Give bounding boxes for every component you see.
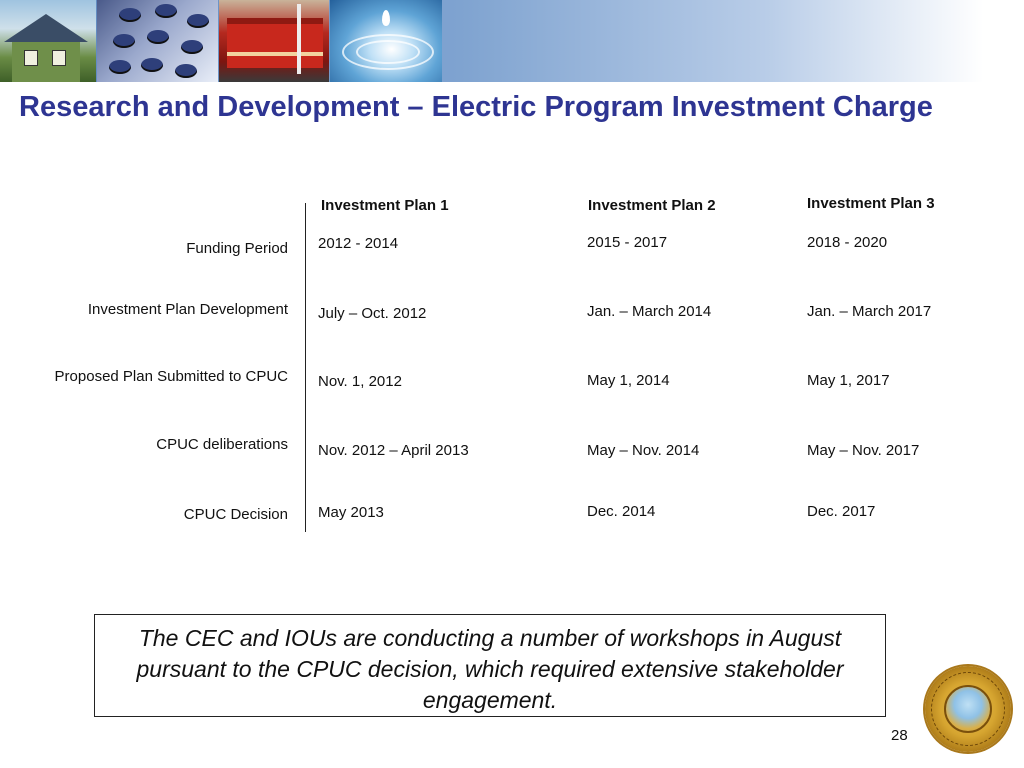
water-drop-photo [330, 0, 442, 82]
table-cell: 2015 - 2017 [587, 234, 668, 251]
keypad-key [109, 60, 131, 74]
house-window [52, 50, 66, 66]
table-cell: May 1, 2014 [587, 372, 670, 389]
row-label-plan-submitted: Proposed Plan Submitted to CPUC [54, 368, 288, 385]
keypad-key [175, 64, 197, 78]
keypad-key [119, 8, 141, 22]
keypad-key [181, 40, 203, 54]
water-drop-shape [382, 10, 390, 26]
slide-title: Research and Development – Electric Program Investment Charge [19, 91, 933, 123]
crossing-signal-shape [297, 4, 301, 74]
table-cell: Nov. 1, 2012 [318, 373, 402, 390]
table-cell: 2012 - 2014 [318, 235, 399, 252]
keypad-key [155, 4, 177, 18]
table-cell: May 1, 2017 [807, 372, 890, 389]
column-header-plan-2: Investment Plan 2 [588, 197, 716, 214]
train-stripe-shape [227, 52, 323, 56]
table-cell: May 2013 [318, 504, 384, 521]
keypad-key [113, 34, 135, 48]
cpuc-seal-logo [925, 666, 1011, 752]
row-label-funding-period: Funding Period [186, 240, 288, 257]
table-cell: 2018 - 2020 [807, 234, 888, 251]
table-cell: Jan. – March 2017 [807, 303, 932, 320]
row-label-decision: CPUC Decision [183, 506, 288, 523]
roof-shape [4, 14, 88, 42]
callout-box: The CEC and IOUs are conducting a number of workshops in August pursuant to the CPUC decision, which required extensive stakeholder engagement. [94, 614, 886, 717]
keypad-key [147, 30, 169, 44]
page-number: 28 [891, 727, 908, 744]
row-label-deliberations: CPUC deliberations [156, 436, 288, 453]
solar-house-photo [0, 0, 96, 82]
keypad-photo [97, 0, 218, 82]
train-body-shape [227, 18, 323, 68]
table-divider [305, 203, 306, 532]
table-cell: May – Nov. 2014 [587, 442, 700, 459]
table-cell: July – Oct. 2012 [318, 305, 427, 322]
keypad-key [187, 14, 209, 28]
row-label-plan-development: Investment Plan Development [87, 301, 288, 318]
train-photo [219, 0, 329, 82]
keypad-key [141, 58, 163, 72]
ripple-shape [342, 34, 434, 70]
seal-center-shape [944, 685, 992, 733]
column-header-plan-1: Investment Plan 1 [321, 197, 449, 214]
table-cell: Jan. – March 2014 [587, 303, 712, 320]
table-cell: Dec. 2014 [587, 503, 656, 520]
house-wall-shape [12, 42, 80, 82]
table-cell: Nov. 2012 – April 2013 [318, 442, 469, 459]
house-window [24, 50, 38, 66]
table-cell: May – Nov. 2017 [807, 442, 920, 459]
column-header-plan-3: Investment Plan 3 [807, 195, 935, 212]
table-cell: Dec. 2017 [807, 503, 876, 520]
